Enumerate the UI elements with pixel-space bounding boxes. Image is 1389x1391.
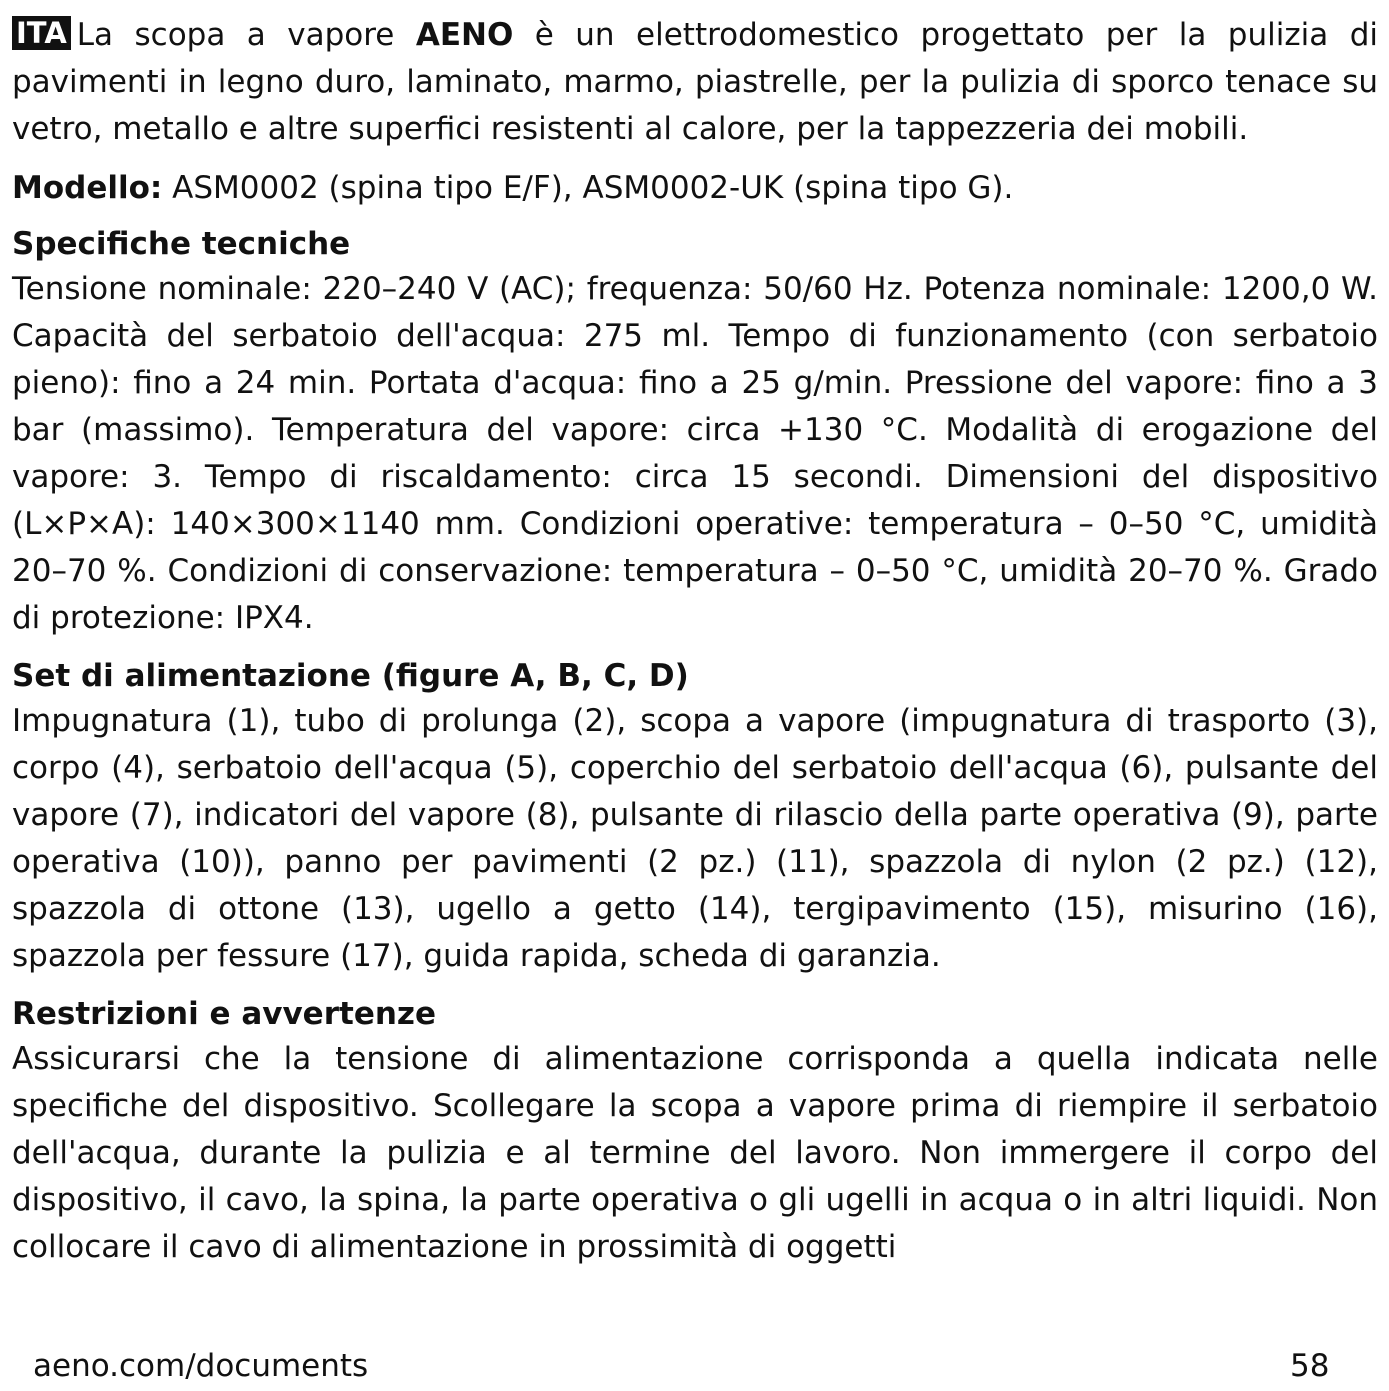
model-text: ASM0002 (spina tipo E/F), ASM0002-UK (spina tipo G). xyxy=(162,170,1014,206)
warnings-section xyxy=(12,992,1378,1271)
model-label: Modello: xyxy=(12,170,163,206)
model-paragraph xyxy=(12,165,1378,212)
intro-paragraph xyxy=(12,12,1378,153)
intro-text-rest: è un elettrodomestico progettato per la pulizia di pavimenti in legno duro, laminato, marmo, piastrelle, per la pulizia di sporco tenace su vetro, metallo e altre superfici resistenti al calore, per la tappezzeria dei mobili. xyxy=(12,17,1378,147)
document-page xyxy=(12,12,1378,1283)
intro-text-start: La scopa a vapore xyxy=(76,17,416,53)
specs-text: Tensione nominale: 220–240 V (AC); frequenza: 50/60 Hz. Potenza nominale: 1200,0 W. Capacità del serbatoio dell'acqua: 275 ml. Tempo di funzionamento (con serbatoio pieno): fino a 24 min. Portata d'acqua: fino a 25 g/min. Pressione del vapore: fino a 3 bar (massimo). Temperatura del vapore: circa +130 °C. Modalità di erogazione del vapore: 3. Tempo di riscaldamento: circa 15 secondi. Dimensioni del dispositivo (L×P×A): 140×300×1140 mm. Condizioni operative: temperatura – 0–50 °C, umidità 20–70 %. Condizioni di conservazione: temperatura – 0–50 °C, umidità 20–70 %. Grado di protezione: IPX4. xyxy=(12,271,1378,636)
kit-section xyxy=(12,654,1378,980)
language-badge: ITA xyxy=(12,16,71,50)
page-number: 58 xyxy=(1290,1348,1330,1384)
footer-url-link[interactable]: aeno.com/documents xyxy=(33,1348,369,1384)
warnings-text: Assicurarsi che la tensione di alimentazione corrisponda a quella indicata nelle specifiche del dispositivo. Scollegare la scopa a vapore prima di riempire il serbatoio dell'acqua, durante la pulizia e al termine del lavoro. Non immergere il corpo del dispositivo, il cavo, la spina, la parte operativa o gli ugelli in acqua o in altri liquidi. Non collocare il cavo di alimentazione in prossimità di oggetti xyxy=(12,1041,1378,1265)
kit-title: Set di alimentazione (figure A, B, C, D) xyxy=(12,658,689,694)
specs-section xyxy=(12,222,1378,642)
specs-title: Specifiche tecniche xyxy=(12,226,351,262)
warnings-title: Restrizioni e avvertenze xyxy=(12,996,436,1032)
kit-text: Impugnatura (1), tubo di prolunga (2), scopa a vapore (impugnatura di trasporto (3), corpo (4), serbatoio dell'acqua (5), coperchio del serbatoio dell'acqua (6), pulsante del vapore (7), indicatori del vapore (8), pulsante di rilascio della parte operativa (9), parte operativa (10)), panno per pavimenti (2 pz.) (11), spazzola di nylon (2 pz.) (12), spazzola di ottone (13), ugello a getto (14), tergipavimento (15), misurino (16), spazzola per fessure (17), guida rapida, scheda di garanzia. xyxy=(12,703,1378,974)
brand-name: AENO xyxy=(415,17,514,53)
